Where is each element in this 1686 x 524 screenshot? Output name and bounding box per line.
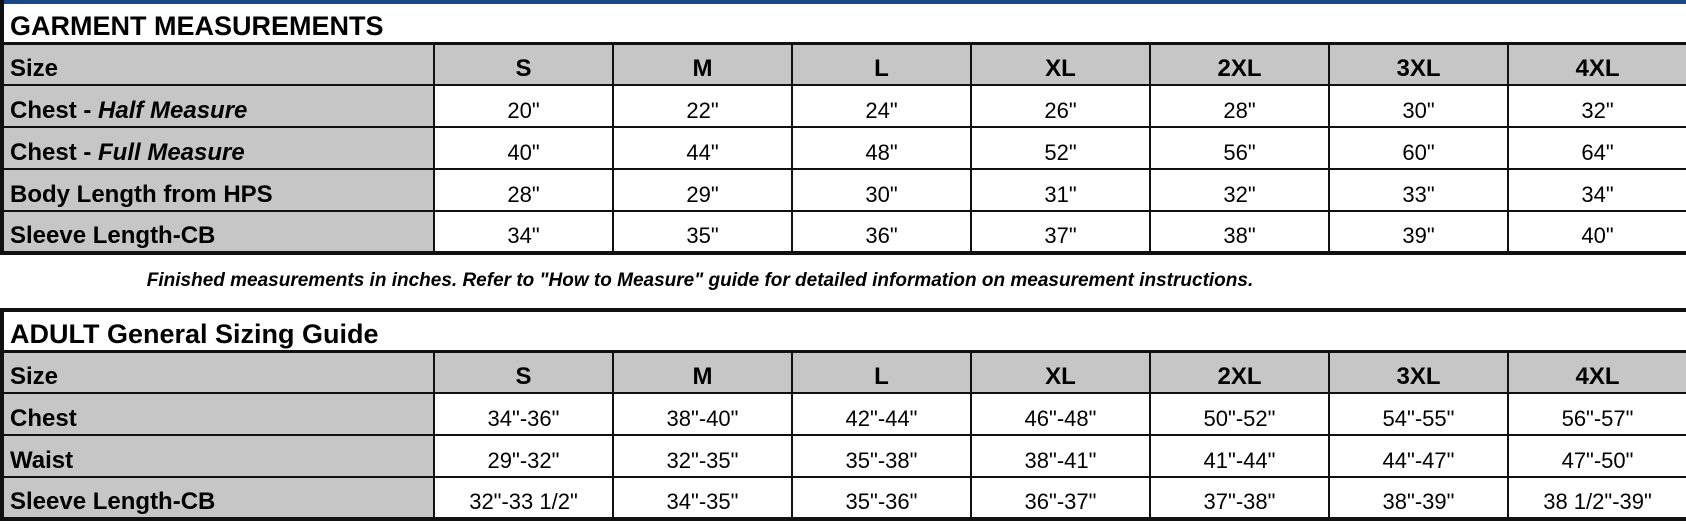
garment-size-header-row [2, 44, 1686, 86]
adult-size-xl: XL [971, 352, 1150, 394]
table-cell: 20" [434, 85, 613, 127]
adult-size-3xl: 3XL [1329, 352, 1508, 394]
table-cell: 38 1/2"-39" [1508, 477, 1686, 519]
garment-size-xl: XL [971, 44, 1150, 86]
garment-size-4xl: 4XL [1508, 44, 1686, 86]
table-cell: 29" [613, 169, 792, 211]
table-cell: 32"-33 1/2" [434, 477, 613, 519]
table-cell: 56" [1150, 127, 1329, 169]
table-cell: 50"-52" [1150, 393, 1329, 435]
table-cell: 35"-36" [792, 477, 971, 519]
table-cell: 38"-40" [613, 393, 792, 435]
row-label: Chest - Full Measure [2, 127, 434, 169]
table-cell: 48" [792, 127, 971, 169]
table-cell: 31" [971, 169, 1150, 211]
table-row [2, 435, 1686, 477]
table-cell: 60" [1329, 127, 1508, 169]
table-cell: 40" [434, 127, 613, 169]
table-cell: 36"-37" [971, 477, 1150, 519]
garment-size-s: S [434, 44, 613, 86]
table-cell: 46"-48" [971, 393, 1150, 435]
table-row [2, 393, 1686, 435]
garment-size-2xl: 2XL [1150, 44, 1329, 86]
table-cell: 34"-36" [434, 393, 613, 435]
table-cell: 44" [613, 127, 792, 169]
garment-table-title: GARMENT MEASUREMENTS [2, 2, 1686, 44]
table-cell: 41"-44" [1150, 435, 1329, 477]
table-cell: 32" [1150, 169, 1329, 211]
table-cell: 24" [792, 85, 971, 127]
table-cell: 54"-55" [1329, 393, 1508, 435]
table-cell: 34" [434, 211, 613, 253]
row-label: Sleeve Length-CB [2, 477, 434, 519]
table-cell: 37"-38" [1150, 477, 1329, 519]
table-cell: 35" [613, 211, 792, 253]
table-cell: 56"-57" [1508, 393, 1686, 435]
table-cell: 52" [971, 127, 1150, 169]
adult-size-m: M [613, 352, 792, 394]
row-label: Chest - Half Measure [2, 85, 434, 127]
table-cell: 36" [792, 211, 971, 253]
table-row [2, 169, 1686, 211]
table-row [2, 211, 1686, 253]
table-row [2, 85, 1686, 127]
adult-size-4xl: 4XL [1508, 352, 1686, 394]
adult-sizing-guide-table [0, 308, 1686, 521]
table-cell: 32"-35" [613, 435, 792, 477]
adult-size-l: L [792, 352, 971, 394]
table-row [2, 477, 1686, 519]
row-label: Chest [2, 393, 434, 435]
row-label: Waist [2, 435, 434, 477]
table-cell: 40" [1508, 211, 1686, 253]
table-cell: 29"-32" [434, 435, 613, 477]
table-cell: 39" [1329, 211, 1508, 253]
table-cell: 28" [434, 169, 613, 211]
table-cell: 38"-41" [971, 435, 1150, 477]
table-cell: 33" [1329, 169, 1508, 211]
table-cell: 30" [1329, 85, 1508, 127]
table-cell: 38"-39" [1329, 477, 1508, 519]
table-cell: 28" [1150, 85, 1329, 127]
table-cell: 38" [1150, 211, 1329, 253]
garment-size-m: M [613, 44, 792, 86]
adult-size-label: Size [2, 352, 434, 394]
table-cell: 64" [1508, 127, 1686, 169]
table-cell: 35"-38" [792, 435, 971, 477]
table-cell: 47"-50" [1508, 435, 1686, 477]
table-row [2, 127, 1686, 169]
table-cell: 22" [613, 85, 792, 127]
garment-measurements-table [0, 0, 1686, 255]
adult-size-header-row [2, 352, 1686, 394]
garment-size-l: L [792, 44, 971, 86]
adult-size-2xl: 2XL [1150, 352, 1329, 394]
table-cell: 26" [971, 85, 1150, 127]
table-cell: 34"-35" [613, 477, 792, 519]
table-cell: 34" [1508, 169, 1686, 211]
garment-size-label: Size [2, 44, 434, 86]
table-cell: 44"-47" [1329, 435, 1508, 477]
adult-table-title: ADULT General Sizing Guide [2, 310, 1686, 352]
adult-size-s: S [434, 352, 613, 394]
table-cell: 32" [1508, 85, 1686, 127]
measurement-note: Finished measurements in inches. Refer to "How to Measure" guide for detailed information on measurement instructions. [146, 270, 1254, 291]
table-cell: 30" [792, 169, 971, 211]
garment-size-3xl: 3XL [1329, 44, 1508, 86]
row-label: Sleeve Length-CB [2, 211, 434, 253]
table-cell: 42"-44" [792, 393, 971, 435]
row-label: Body Length from HPS [2, 169, 434, 211]
table-cell: 37" [971, 211, 1150, 253]
